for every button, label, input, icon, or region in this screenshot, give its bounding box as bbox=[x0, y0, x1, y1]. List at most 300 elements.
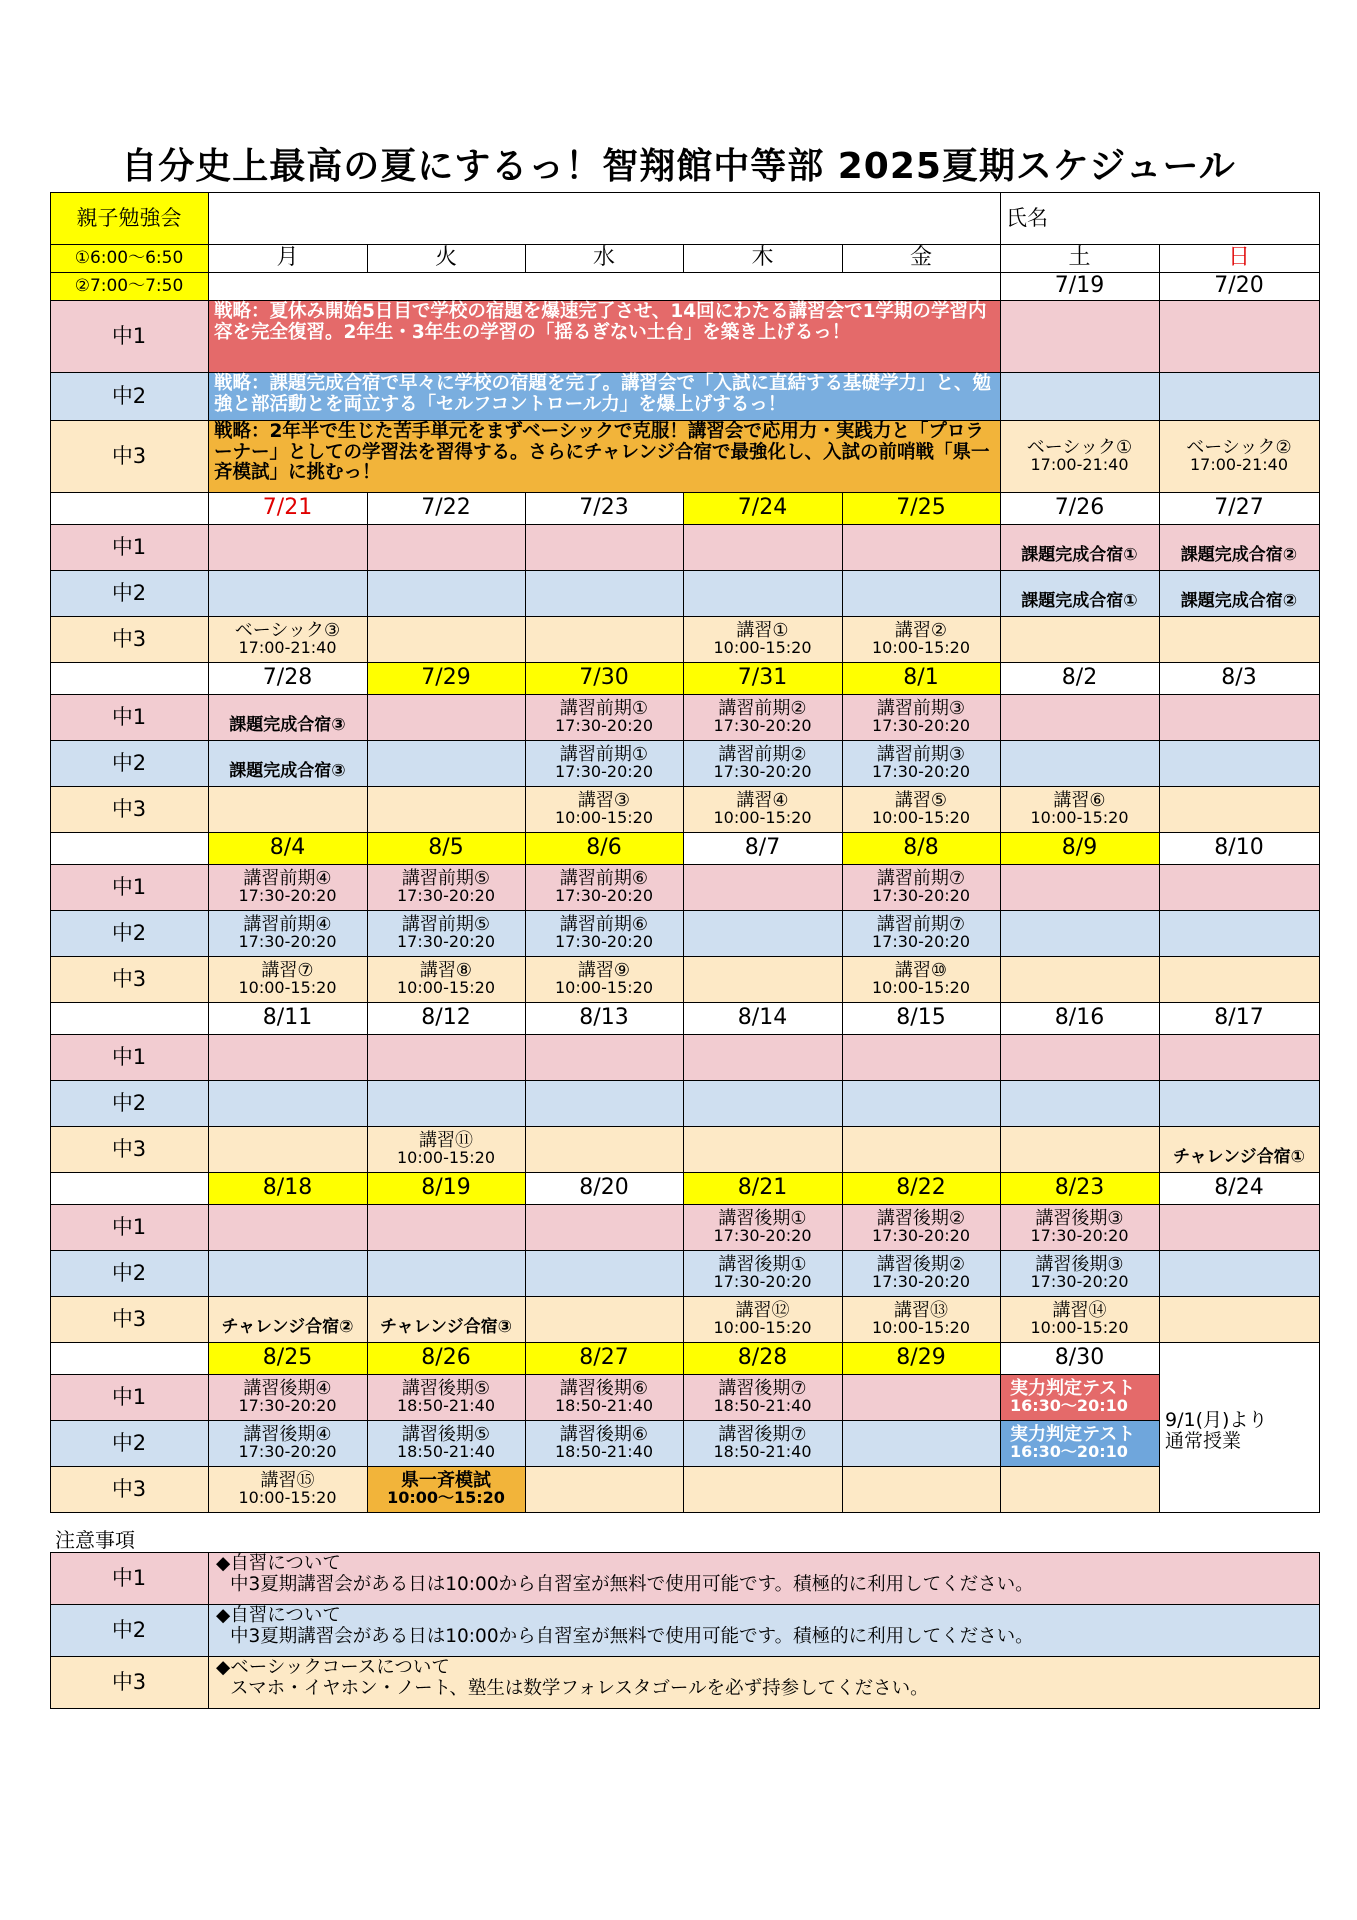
wk2-g1-1 bbox=[367, 864, 525, 910]
wk5-g1-4-cell bbox=[842, 1374, 1001, 1421]
date-8-22-text: 8/22 bbox=[896, 1175, 946, 1200]
wk4-g2-3-time: 17:30-20:20 bbox=[713, 1272, 812, 1291]
wk0-g2-6-label: 課題完成合宿② bbox=[1180, 591, 1298, 611]
day-header-4 bbox=[842, 244, 1000, 272]
wk1-g1-6-cell bbox=[1159, 694, 1320, 741]
wk4-g3-3 bbox=[683, 1296, 842, 1342]
wk1-g2-4 bbox=[842, 740, 1000, 786]
wk4-g2-5-time: 17:30-20:20 bbox=[1030, 1272, 1129, 1291]
wk1-g1-2-time: 17:30-20:20 bbox=[555, 716, 653, 735]
wk3-g2-6-cell bbox=[1159, 1080, 1320, 1127]
wk1-g2-2-label: 講習前期① bbox=[559, 744, 649, 765]
session2-text: ②7:00～7:50 bbox=[74, 275, 184, 296]
date-8-23-text: 8/23 bbox=[1054, 1175, 1105, 1200]
wk4-g2-3 bbox=[683, 1250, 842, 1296]
wk0-g2-3-cell bbox=[683, 570, 843, 617]
wk2-g2-2-time: 17:30-20:20 bbox=[555, 932, 653, 951]
grade-label-g3-text: 中3 bbox=[111, 1136, 147, 1161]
date-8-14-text: 8/14 bbox=[737, 1005, 788, 1030]
date-row-blank bbox=[50, 662, 209, 695]
wk4-g2-4 bbox=[842, 1250, 1000, 1296]
wk5-g1-3-label: 講習後期⑦ bbox=[718, 1378, 807, 1399]
grade-label-g2-text: 中2 bbox=[111, 1260, 147, 1285]
date-7-19 bbox=[1000, 272, 1159, 300]
date-7-31-text: 7/31 bbox=[737, 665, 788, 690]
date-8-4-text: 8/4 bbox=[269, 835, 306, 860]
date-8-6-text: 8/6 bbox=[586, 835, 622, 860]
wk5-g2-3-label: 講習後期⑦ bbox=[718, 1424, 807, 1445]
wk5-g1-5-time: 16:30～20:10 bbox=[1010, 1396, 1128, 1415]
note-text-0 bbox=[208, 1552, 1319, 1604]
wk1-g1-4-label: 講習前期③ bbox=[876, 698, 966, 719]
wk4-g3-4 bbox=[842, 1296, 1000, 1342]
date-8-10-text: 8/10 bbox=[1214, 835, 1264, 860]
wk5-g1-2-time: 18:50-21:40 bbox=[555, 1396, 653, 1415]
wk4-g2-5 bbox=[1000, 1250, 1159, 1296]
wk4-g3-0 bbox=[208, 1296, 367, 1342]
wk4-g3-5 bbox=[1000, 1296, 1159, 1342]
date-7-26 bbox=[1000, 492, 1159, 524]
grade-label-g3-text: 中3 bbox=[111, 796, 147, 821]
wk1-g3-5-label: 講習⑥ bbox=[1053, 790, 1106, 811]
wk5-g2-3-time: 18:50-21:40 bbox=[713, 1442, 812, 1461]
wk4-g2-1-cell bbox=[367, 1250, 526, 1297]
date-row-blank bbox=[50, 832, 209, 865]
date-8-13-text: 8/13 bbox=[579, 1005, 629, 1030]
note-text-1 bbox=[208, 1604, 1319, 1656]
date-8-27 bbox=[525, 1342, 683, 1374]
week0-g1-blank bbox=[1000, 300, 1160, 373]
wk3-g1-0-cell bbox=[208, 1034, 368, 1081]
wk0-g1-5 bbox=[1000, 524, 1159, 570]
wk4-g1-3-label: 講習後期① bbox=[718, 1208, 807, 1229]
wk3-g2-1-cell bbox=[367, 1080, 526, 1127]
wk1-g2-4-time: 17:30-20:20 bbox=[872, 762, 970, 781]
date-8-7-text: 8/7 bbox=[744, 835, 781, 860]
wk5-g1-1-label: 講習後期⑤ bbox=[401, 1378, 491, 1399]
grade-label-g2-text: 中2 bbox=[111, 383, 147, 408]
wk2-g3-1-label: 講習⑧ bbox=[419, 960, 473, 981]
week0-g1-blank bbox=[1159, 300, 1320, 373]
grade-label-g2 bbox=[50, 570, 208, 616]
date-8-10 bbox=[1159, 832, 1319, 864]
wk2-g3-2 bbox=[525, 956, 683, 1002]
grade-label-g1 bbox=[50, 1204, 208, 1250]
wk0-g1-3-cell bbox=[683, 524, 843, 571]
date-8-22 bbox=[842, 1172, 1000, 1204]
date-8-19-text: 8/19 bbox=[421, 1175, 471, 1200]
grade-label-g2 bbox=[50, 1080, 208, 1126]
parent-meeting-text: 親子勉強会 bbox=[76, 205, 182, 230]
wk2-g3-6-cell bbox=[1159, 956, 1320, 1003]
wk0-g3-2-cell bbox=[525, 616, 684, 663]
wk2-g1-0-label: 講習前期④ bbox=[243, 868, 332, 889]
wk3-g1-1-cell bbox=[367, 1034, 526, 1081]
wk2-g2-0-label: 講習前期④ bbox=[243, 914, 332, 935]
week0-date-blank bbox=[208, 272, 1001, 301]
wk1-g2-6-cell bbox=[1159, 740, 1320, 787]
wk3-g1-5-cell bbox=[1000, 1034, 1160, 1081]
grade-label-g2 bbox=[50, 1420, 208, 1466]
date-7-27-text: 7/27 bbox=[1214, 495, 1264, 520]
wk0-g3-3-time: 10:00-15:20 bbox=[713, 638, 812, 657]
wk4-g2-3-label: 講習後期① bbox=[718, 1254, 807, 1275]
date-8-2 bbox=[1000, 662, 1159, 694]
wk1-g1-5-cell bbox=[1000, 694, 1160, 741]
wk5-g1-1 bbox=[367, 1374, 525, 1420]
wk5-g1-0-label: 講習後期④ bbox=[243, 1378, 332, 1399]
date-7-21-text: 7/21 bbox=[262, 495, 313, 520]
date-8-30 bbox=[1000, 1342, 1159, 1374]
wk2-g2-5-cell bbox=[1000, 910, 1160, 957]
date-8-8-text: 8/8 bbox=[903, 835, 939, 860]
strategy-g3 bbox=[208, 420, 1000, 492]
wk3-g1-4-cell bbox=[842, 1034, 1001, 1081]
wk4-g1-4-label: 講習後期② bbox=[876, 1208, 966, 1229]
wk1-g3-3 bbox=[683, 786, 842, 832]
date-8-26-text: 8/26 bbox=[421, 1345, 471, 1370]
wk2-g1-1-time: 17:30-20:20 bbox=[397, 886, 495, 905]
wk2-g3-0-time: 10:00-15:20 bbox=[238, 978, 337, 997]
wk0-g1-6-label: 課題完成合宿② bbox=[1180, 545, 1298, 565]
date-8-25-text: 8/25 bbox=[262, 1345, 313, 1370]
wk2-g1-0 bbox=[208, 864, 367, 910]
week0-g3-0 bbox=[1000, 420, 1159, 492]
wk0-g3-3-label: 講習① bbox=[736, 620, 789, 641]
wk2-g2-4-label: 講習前期⑦ bbox=[876, 914, 966, 935]
grade-label-g3 bbox=[50, 786, 208, 832]
wk2-g1-2 bbox=[525, 864, 683, 910]
grade-label-g1-text: 中1 bbox=[111, 1384, 147, 1409]
day-header-0 bbox=[208, 244, 367, 272]
wk4-g1-5-label: 講習後期③ bbox=[1035, 1208, 1124, 1229]
grade-label-g2 bbox=[50, 740, 208, 786]
regular-regular-from: 9/1(月)より bbox=[1165, 1409, 1268, 1431]
wk0-g3-0 bbox=[208, 616, 367, 662]
date-8-20 bbox=[525, 1172, 683, 1204]
wk4-g1-4 bbox=[842, 1204, 1000, 1250]
week0-g3-1 bbox=[1159, 420, 1319, 492]
date-8-23 bbox=[1000, 1172, 1159, 1204]
wk4-g1-3-time: 17:30-20:20 bbox=[713, 1226, 812, 1245]
grade-label-g2 bbox=[50, 372, 208, 420]
week0-g2-blank bbox=[1000, 372, 1160, 421]
wk5-g3-1 bbox=[367, 1466, 525, 1512]
wk0-g3-6-cell bbox=[1159, 616, 1320, 663]
wk0-g1-0-cell bbox=[208, 524, 368, 571]
wk0-g1-4-cell bbox=[842, 524, 1001, 571]
wk2-g3-5-cell bbox=[1000, 956, 1160, 1003]
grade-label-g3-text: 中3 bbox=[111, 443, 147, 468]
grade-label-g3 bbox=[50, 1126, 208, 1172]
wk2-g2-3-cell bbox=[683, 910, 843, 957]
date-8-21 bbox=[683, 1172, 842, 1204]
date-7-20-text: 7/20 bbox=[1214, 273, 1264, 298]
date-8-9 bbox=[1000, 832, 1159, 864]
date-row-blank bbox=[50, 492, 209, 525]
date-8-16 bbox=[1000, 1002, 1159, 1034]
wk3-g3-4-cell bbox=[842, 1126, 1001, 1173]
date-8-29-text: 8/29 bbox=[896, 1345, 946, 1370]
grade-label-g1-text: 中1 bbox=[111, 1044, 147, 1069]
date-8-21-text: 8/21 bbox=[737, 1175, 788, 1200]
grade-label-g1-text: 中1 bbox=[111, 323, 147, 348]
grade-label-g1 bbox=[50, 300, 208, 372]
grade-label-g1-text: 中1 bbox=[111, 874, 147, 899]
date-row-blank bbox=[50, 1002, 209, 1035]
day-header-2-text: 水 bbox=[592, 245, 615, 270]
wk1-g2-3-time: 17:30-20:20 bbox=[713, 762, 812, 781]
date-8-6 bbox=[525, 832, 683, 864]
wk2-g3-4-label: 講習⑩ bbox=[894, 960, 948, 981]
note-grade-1 bbox=[50, 1604, 208, 1656]
date-7-27 bbox=[1159, 492, 1319, 524]
wk1-g1-3-time: 17:30-20:20 bbox=[713, 716, 812, 735]
wk4-g1-3 bbox=[683, 1204, 842, 1250]
wk4-g3-4-time: 10:00-15:20 bbox=[872, 1318, 970, 1337]
day-header-3-text: 木 bbox=[751, 245, 774, 270]
wk0-g3-5-cell bbox=[1000, 616, 1160, 663]
wk2-g3-3-cell bbox=[683, 956, 843, 1003]
wk0-g1-6 bbox=[1159, 524, 1319, 570]
wk0-g2-6 bbox=[1159, 570, 1319, 616]
wk0-g2-5 bbox=[1000, 570, 1159, 616]
wk4-g3-0-label: チャレンジ合宿② bbox=[221, 1317, 354, 1337]
wk0-g3-4 bbox=[842, 616, 1000, 662]
wk1-g3-4-label: 講習⑤ bbox=[894, 790, 948, 811]
wk0-g3-4-label: 講習② bbox=[894, 620, 948, 641]
date-8-26 bbox=[367, 1342, 525, 1374]
day-header-1-text: 火 bbox=[434, 245, 457, 270]
date-7-25 bbox=[842, 492, 1000, 524]
week0-g3-1-label: ベーシック② bbox=[1186, 437, 1292, 458]
grade-label-g2 bbox=[50, 1250, 208, 1296]
wk4-g3-4-label: 講習⑬ bbox=[894, 1300, 948, 1321]
wk5-g1-0-time: 17:30-20:20 bbox=[238, 1396, 337, 1415]
wk1-g2-4-label: 講習前期③ bbox=[876, 744, 966, 765]
wk1-g3-5-time: 10:00-15:20 bbox=[1030, 808, 1129, 827]
date-8-11 bbox=[208, 1002, 367, 1034]
date-8-28-text: 8/28 bbox=[737, 1345, 788, 1370]
date-7-21 bbox=[208, 492, 367, 524]
wk2-g1-2-label: 講習前期⑥ bbox=[559, 868, 649, 889]
wk5-g1-2-label: 講習後期⑥ bbox=[559, 1378, 649, 1399]
wk5-g2-0-label: 講習後期④ bbox=[243, 1424, 332, 1445]
wk1-g3-2-label: 講習③ bbox=[577, 790, 631, 811]
header-blank bbox=[208, 192, 1001, 245]
date-8-20-text: 8/20 bbox=[579, 1175, 629, 1200]
date-7-28 bbox=[208, 662, 367, 694]
wk1-g3-3-time: 10:00-15:20 bbox=[713, 808, 812, 827]
date-8-27-text: 8/27 bbox=[579, 1345, 629, 1370]
strategy-g2-text: 戦略：課題完成合宿で早々に学校の宿題を完了。講習会で「入試に直結する基礎学力」と、勉強と部活動とを両立する「セルフコントロール力」を爆上げするっ！ bbox=[214, 373, 992, 415]
wk5-g3-1-time: 10:00～15:20 bbox=[387, 1488, 505, 1507]
wk1-g1-3 bbox=[683, 694, 842, 740]
wk2-g1-0-time: 17:30-20:20 bbox=[238, 886, 337, 905]
wk1-g2-1-cell bbox=[367, 740, 526, 787]
date-7-19-text: 7/19 bbox=[1054, 273, 1105, 298]
regular-class-note bbox=[1159, 1384, 1319, 1512]
wk4-g2-4-label: 講習後期② bbox=[876, 1254, 966, 1275]
date-8-8 bbox=[842, 832, 1000, 864]
wk1-g1-1-cell bbox=[367, 694, 526, 741]
wk3-g3-1-label: 講習⑪ bbox=[419, 1130, 473, 1151]
wk2-g2-6-cell bbox=[1159, 910, 1320, 957]
wk0-g2-4-cell bbox=[842, 570, 1001, 617]
wk1-g2-5-cell bbox=[1000, 740, 1160, 787]
note-grade-2 bbox=[50, 1656, 208, 1708]
wk1-g1-0 bbox=[208, 694, 367, 740]
wk1-g3-2 bbox=[525, 786, 683, 832]
wk2-g3-2-time: 10:00-15:20 bbox=[555, 978, 653, 997]
wk3-g3-5-cell bbox=[1000, 1126, 1160, 1173]
grade-label-g2-text: 中2 bbox=[111, 1090, 147, 1115]
wk3-g1-3-cell bbox=[683, 1034, 843, 1081]
wk4-g2-2-cell bbox=[525, 1250, 684, 1297]
week0-g3-0-time: 17:00-21:40 bbox=[1030, 455, 1129, 474]
session2 bbox=[50, 272, 208, 300]
wk5-g3-0-label: 講習⑮ bbox=[260, 1470, 315, 1491]
wk4-g1-2-cell bbox=[525, 1204, 684, 1251]
date-8-13 bbox=[525, 1002, 683, 1034]
wk2-g1-4 bbox=[842, 864, 1000, 910]
date-8-5-text: 8/5 bbox=[428, 835, 464, 860]
wk5-g2-5 bbox=[1000, 1420, 1159, 1466]
day-header-3 bbox=[683, 244, 842, 272]
date-8-12 bbox=[367, 1002, 525, 1034]
date-8-3 bbox=[1159, 662, 1319, 694]
date-7-30 bbox=[525, 662, 683, 694]
date-8-11-text: 8/11 bbox=[262, 1005, 313, 1030]
wk2-g2-2-label: 講習前期⑥ bbox=[559, 914, 649, 935]
wk3-g2-2-cell bbox=[525, 1080, 684, 1127]
wk1-g3-4 bbox=[842, 786, 1000, 832]
wk5-g3-1-label: 県一斉模試 bbox=[401, 1470, 491, 1491]
note-line1: ◆自習について bbox=[216, 1553, 341, 1574]
note-line2: スマホ・イヤホン・ノート、塾生は数学フォレスタゴールを必ず持参してください。 bbox=[230, 1677, 929, 1699]
wk1-g1-4 bbox=[842, 694, 1000, 740]
date-8-15-text: 8/15 bbox=[896, 1005, 946, 1030]
date-8-17-text: 8/17 bbox=[1214, 1005, 1264, 1030]
wk2-g1-3-cell bbox=[683, 864, 843, 911]
date-7-31 bbox=[683, 662, 842, 694]
wk4-g3-6-cell bbox=[1159, 1296, 1320, 1343]
wk3-g1-2-cell bbox=[525, 1034, 684, 1081]
grade-label-g3 bbox=[50, 1466, 208, 1512]
wk1-g3-4-time: 10:00-15:20 bbox=[872, 808, 970, 827]
wk4-g3-2-cell bbox=[525, 1296, 684, 1343]
wk5-g3-2-cell bbox=[525, 1466, 684, 1513]
wk1-g1-4-time: 17:30-20:20 bbox=[872, 716, 970, 735]
date-8-18-text: 8/18 bbox=[262, 1175, 313, 1200]
wk2-g2-0 bbox=[208, 910, 367, 956]
date-8-12-text: 8/12 bbox=[421, 1005, 471, 1030]
grade-label-g1 bbox=[50, 1034, 208, 1080]
note-text-2 bbox=[208, 1656, 1319, 1708]
date-row-blank bbox=[50, 1342, 209, 1375]
day-header-5 bbox=[1000, 244, 1159, 272]
wk4-g1-5-time: 17:30-20:20 bbox=[1030, 1226, 1129, 1245]
wk1-g2-2-time: 17:30-20:20 bbox=[555, 762, 653, 781]
wk2-g3-0 bbox=[208, 956, 367, 1002]
wk4-g3-3-time: 10:00-15:20 bbox=[713, 1318, 812, 1337]
wk2-g3-1 bbox=[367, 956, 525, 1002]
date-8-24-text: 8/24 bbox=[1214, 1175, 1264, 1200]
wk5-g2-4-cell bbox=[842, 1420, 1001, 1467]
grade-label-g3 bbox=[50, 616, 208, 662]
date-7-22-text: 7/22 bbox=[421, 495, 471, 520]
day-header-6-text: 日 bbox=[1227, 245, 1250, 270]
date-8-5 bbox=[367, 832, 525, 864]
wk3-g3-1 bbox=[367, 1126, 525, 1172]
wk2-g1-4-label: 講習前期⑦ bbox=[876, 868, 966, 889]
grade-label-g3-text: 中3 bbox=[111, 1306, 147, 1331]
grade-label-g3 bbox=[50, 956, 208, 1002]
wk3-g3-3-cell bbox=[683, 1126, 843, 1173]
strategy-g1 bbox=[208, 300, 1000, 372]
wk5-g2-1-label: 講習後期⑤ bbox=[401, 1424, 491, 1445]
notes-heading: 注意事項 bbox=[55, 1528, 135, 1552]
wk0-g2-0-cell bbox=[208, 570, 368, 617]
strategy-g1-text: 戦略：夏休み開始5日目で学校の宿題を爆速完了させ、14回にわたる講習会で1学期の学習内容を完全復習。2年生・3年生の学習の「揺るぎない土台」を築き上げるっ！ bbox=[214, 301, 987, 343]
wk1-g2-0 bbox=[208, 740, 367, 786]
wk1-g3-2-time: 10:00-15:20 bbox=[555, 808, 653, 827]
wk4-g3-1-label: チャレンジ合宿③ bbox=[379, 1317, 513, 1337]
wk5-g2-5-time: 16:30～20:10 bbox=[1010, 1442, 1128, 1461]
date-7-28-text: 7/28 bbox=[262, 665, 313, 690]
day-header-5-text: 土 bbox=[1068, 245, 1091, 270]
date-7-24 bbox=[683, 492, 842, 524]
date-8-7 bbox=[683, 832, 842, 864]
week0-g3-1-time: 17:00-21:40 bbox=[1190, 455, 1288, 474]
wk2-g1-6-cell bbox=[1159, 864, 1320, 911]
date-7-30-text: 7/30 bbox=[579, 665, 629, 690]
wk3-g3-0-cell bbox=[208, 1126, 368, 1173]
wk2-g2-1-time: 17:30-20:20 bbox=[397, 932, 495, 951]
wk2-g1-5-cell bbox=[1000, 864, 1160, 911]
note-grade-2-text: 中3 bbox=[111, 1669, 147, 1694]
grade-label-g3 bbox=[50, 420, 208, 492]
page-title: 自分史上最高の夏にするっ！智翔館中等部 2025夏期スケジュール bbox=[121, 146, 1236, 187]
grade-label-g1 bbox=[50, 864, 208, 910]
day-header-2 bbox=[525, 244, 683, 272]
wk2-g2-0-time: 17:30-20:20 bbox=[238, 932, 337, 951]
wk4-g2-4-time: 17:30-20:20 bbox=[872, 1272, 970, 1291]
wk0-g3-3 bbox=[683, 616, 842, 662]
date-8-28 bbox=[683, 1342, 842, 1374]
wk5-g2-5-label: 実力判定テスト bbox=[1010, 1424, 1136, 1445]
wk5-g3-0 bbox=[208, 1466, 367, 1512]
name-label-text: 氏名 bbox=[1006, 205, 1048, 230]
day-header-4-text: 金 bbox=[909, 245, 932, 270]
note-line2: 中3夏期講習会がある日は10:00から自習室が無料で使用可能です。積極的に利用してください。 bbox=[230, 1625, 1034, 1647]
date-8-15 bbox=[842, 1002, 1000, 1034]
grade-label-g3-text: 中3 bbox=[111, 966, 147, 991]
wk2-g3-1-time: 10:00-15:20 bbox=[397, 978, 495, 997]
regular-regular-text: 通常授業 bbox=[1165, 1429, 1242, 1452]
date-8-16-text: 8/16 bbox=[1054, 1005, 1105, 1030]
wk5-g3-3-cell bbox=[683, 1466, 843, 1513]
wk2-g1-1-label: 講習前期⑤ bbox=[401, 868, 491, 889]
grade-label-g1-text: 中1 bbox=[111, 534, 147, 559]
wk2-g2-4-time: 17:30-20:20 bbox=[872, 932, 970, 951]
wk3-g2-3-cell bbox=[683, 1080, 843, 1127]
note-line1: ◆自習について bbox=[216, 1605, 341, 1626]
wk2-g2-2 bbox=[525, 910, 683, 956]
grade-label-g2-text: 中2 bbox=[111, 1430, 147, 1455]
note-grade-1-text: 中2 bbox=[111, 1617, 147, 1642]
grade-label-g2-text: 中2 bbox=[111, 920, 147, 945]
